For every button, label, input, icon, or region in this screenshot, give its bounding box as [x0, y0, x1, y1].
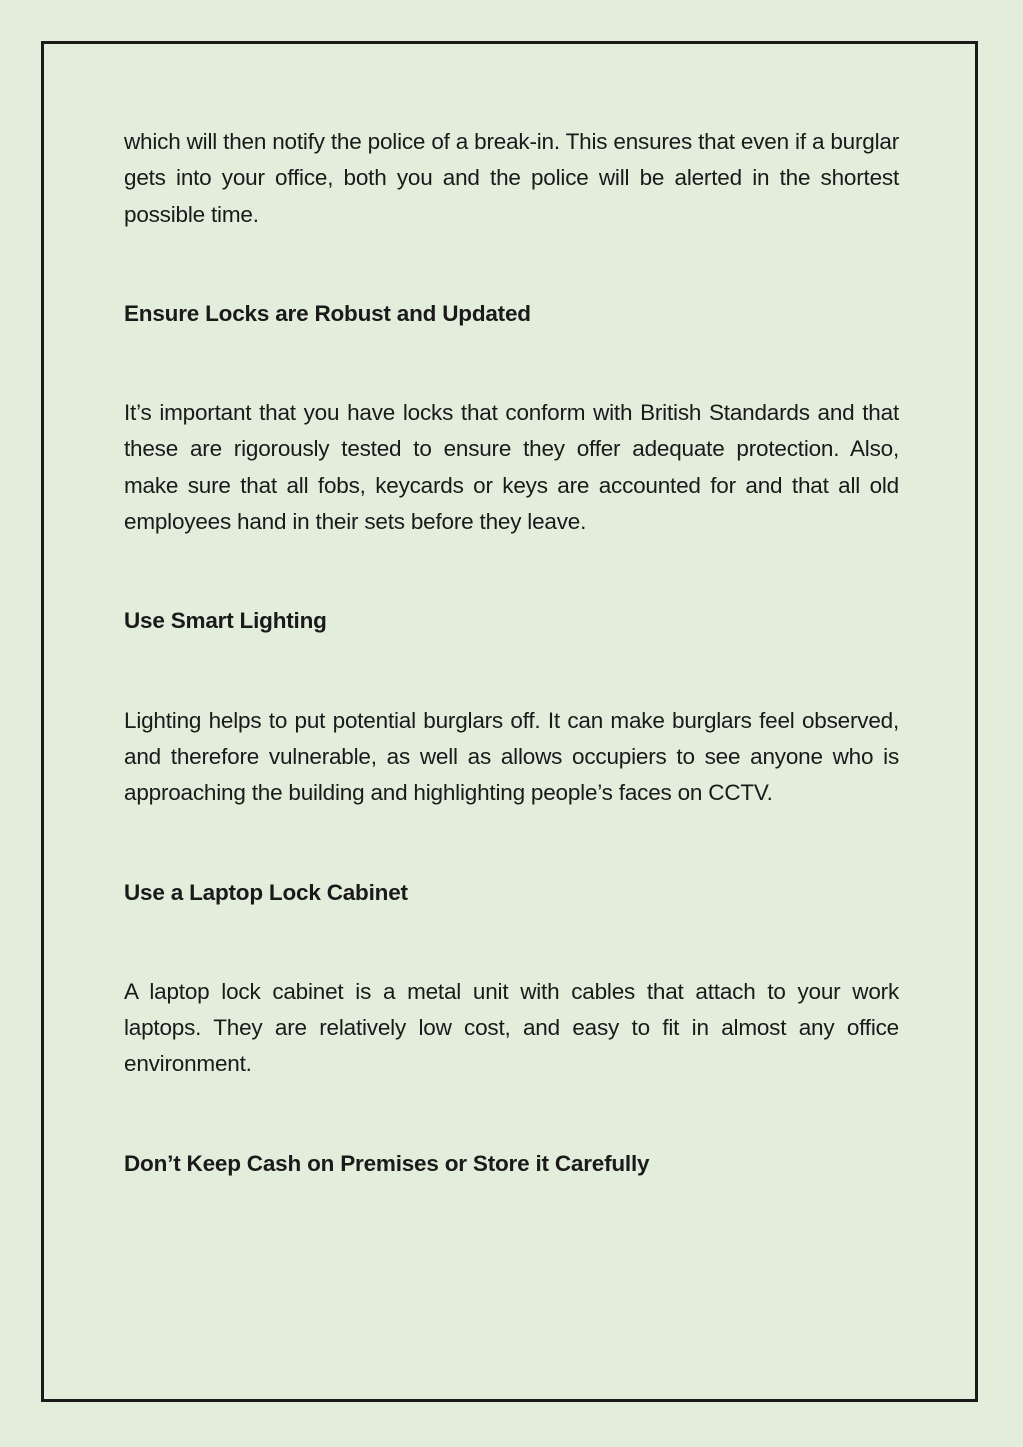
spacer — [124, 332, 899, 395]
heading-cash-on-premises: Don’t Keep Cash on Premises or Store it Carefully — [124, 1150, 650, 1176]
heading-smart-lighting: Use Smart Lighting — [124, 608, 327, 634]
document-body — [124, 124, 899, 1182]
paragraph-locks: It’s important that you have locks that conform with British Standards and that these are rigorously tested to ensure they offer adequate protection. Also, make sure that all fobs, keycards or keys are accounted for and that all old employees hand in their sets before they leave. — [124, 400, 899, 535]
paragraph-laptop-lock-cabinet: A laptop lock cabinet is a metal unit with cables that attach to your work laptops. They are relatively low cost, and easy to fit in almost any office environment. — [124, 978, 899, 1077]
spacer — [124, 812, 899, 875]
spacer — [124, 640, 899, 703]
spacer — [124, 911, 899, 974]
heading-locks: Ensure Locks are Robust and Updated — [124, 300, 531, 326]
heading-laptop-lock-cabinet: Use a Laptop Lock Cabinet — [124, 879, 408, 905]
paragraph-alarm-notification: which will then notify the police of a break-in. This ensures that even if a burglar gets into your office, both you and the police will be alerted in the shortest possible time. — [124, 129, 899, 227]
spacer — [124, 540, 899, 603]
paragraph-smart-lighting: Lighting helps to put potential burglars off. It can make burglars feel observed, and therefore vulnerable, as well as allows occupiers to see anyone who is approaching the building and highlighting people’s faces on CCTV. — [124, 707, 899, 806]
spacer — [124, 1083, 899, 1146]
spacer — [124, 233, 899, 296]
